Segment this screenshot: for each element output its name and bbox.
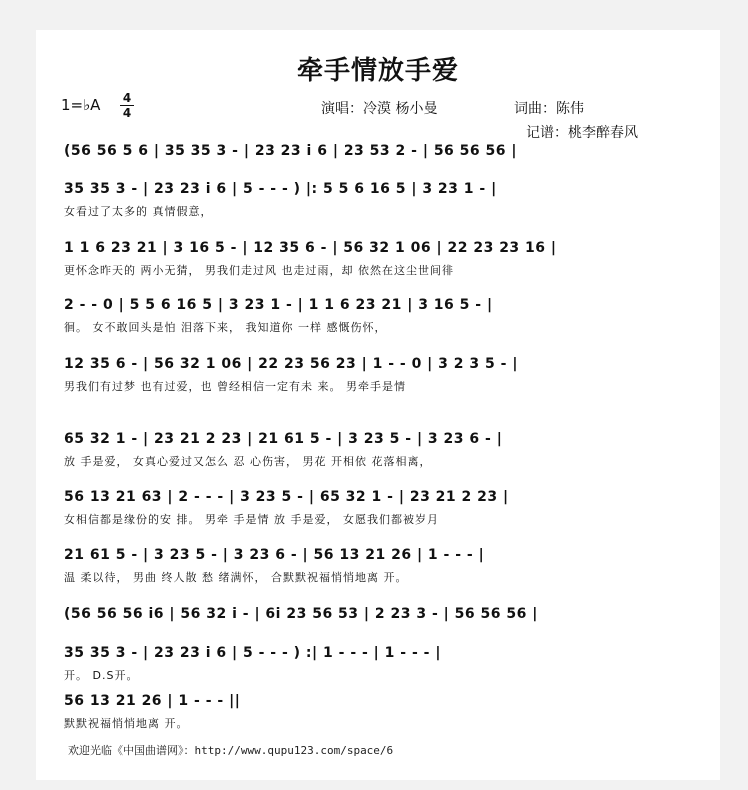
score-row	[64, 603, 704, 633]
lyrics-line: 放 手是爱， 女真心爱过又怎么 忍 心伤害， 男花 开相依 花落相离，	[64, 455, 432, 468]
lyrics-line: 默默祝福悄悄地离 开。	[64, 717, 189, 730]
notation-line: 56 13 21 63 | 2 - - - | 3 23 5 - | 65 32 1 - | 23 21 2 23 |	[64, 489, 509, 505]
notation-line: 12 35 6 - | 56 32 1 06 | 22 23 56 23 | 1 - - 0 | 3 2 3 5 - |	[64, 356, 518, 372]
notation-line: 35 35 3 - | 23 23 i 6 | 5 - - - ) :| 1 - - - | 1 - - - |	[64, 645, 441, 661]
lyrics-line: 女看过了太多的 真情假意，	[64, 205, 213, 218]
lyrics-line: 男我们有过梦 也有过爱，也 曾经相信一定有未 来。 男牵手是情	[64, 380, 406, 393]
score-row	[64, 294, 704, 334]
notation-line: 2 - - 0 | 5 5 6 16 5 | 3 23 1 - | 1 1 6 23 21 | 3 16 5 - |	[64, 297, 493, 313]
meter-top: 4	[122, 91, 132, 105]
lyricist-credit: 词曲：陈伟	[514, 101, 584, 117]
lyrics-line: 开。 D.S开。	[64, 669, 139, 682]
meter-bottom: 4	[122, 106, 132, 120]
lyrics-line: 徊。 女不敢回头是怕 泪落下来， 我知道你 一样 感慨伤怀，	[64, 321, 387, 334]
notation-line: (56 56 56 i6 | 56 32 i - | 6i 23 56 53 | 2 23 3 - | 56 56 56 |	[64, 606, 538, 622]
footer-credit: 欢迎光临《中国曲谱网》：http://www.qupu123.com/space/6	[68, 744, 394, 757]
notation-line: 65 32 1 - | 23 21 2 23 | 21 61 5 - | 3 23 5 - | 3 23 6 - |	[64, 431, 503, 447]
score-row	[64, 486, 704, 526]
arranger-credit: 记谱：桃李醉春风	[526, 125, 638, 141]
score-row	[64, 642, 704, 682]
score-row	[64, 237, 704, 277]
score-row	[64, 178, 704, 218]
singer-credit: 演唱：冷漠 杨小曼	[321, 101, 438, 117]
notation-line: (56 56 5 6 | 35 35 3 - | 23 23 i 6 | 23 53 2 - | 56 56 56 |	[64, 143, 517, 159]
lyrics-line: 女相信都是缘份的安 排。 男牵 手是情 放 手是爱， 女愿我们都被岁月	[64, 513, 439, 526]
notation-line: 56 13 21 26 | 1 - - - ||	[64, 693, 241, 709]
score-row	[64, 544, 704, 584]
time-signature	[120, 92, 134, 119]
score-row	[64, 690, 704, 730]
notation-line: 35 35 3 - | 23 23 i 6 | 5 - - - ) |: 5 5 6 16 5 | 3 23 1 - |	[64, 181, 497, 197]
notation-line: 1 1 6 23 21 | 3 16 5 - | 12 35 6 - | 56 32 1 06 | 22 23 23 16 |	[64, 240, 557, 256]
song-title: 牵手情放手爱	[296, 56, 459, 86]
notation-line: 21 61 5 - | 3 23 5 - | 3 23 6 - | 56 13 21 26 | 1 - - - |	[64, 547, 485, 563]
score-row	[64, 140, 704, 170]
score-row	[64, 428, 704, 468]
score-row	[64, 353, 704, 393]
score-page	[36, 30, 720, 780]
lyrics-line: 温 柔以待， 男曲 终人散 愁 绪满怀， 合默默祝福悄悄地离 开。	[64, 571, 408, 584]
lyrics-line: 更怀念昨天的 两小无猜， 男我们走过风 也走过雨，却 依然在这尘世间徘	[64, 264, 454, 277]
key-signature: 1=♭A	[61, 96, 101, 114]
